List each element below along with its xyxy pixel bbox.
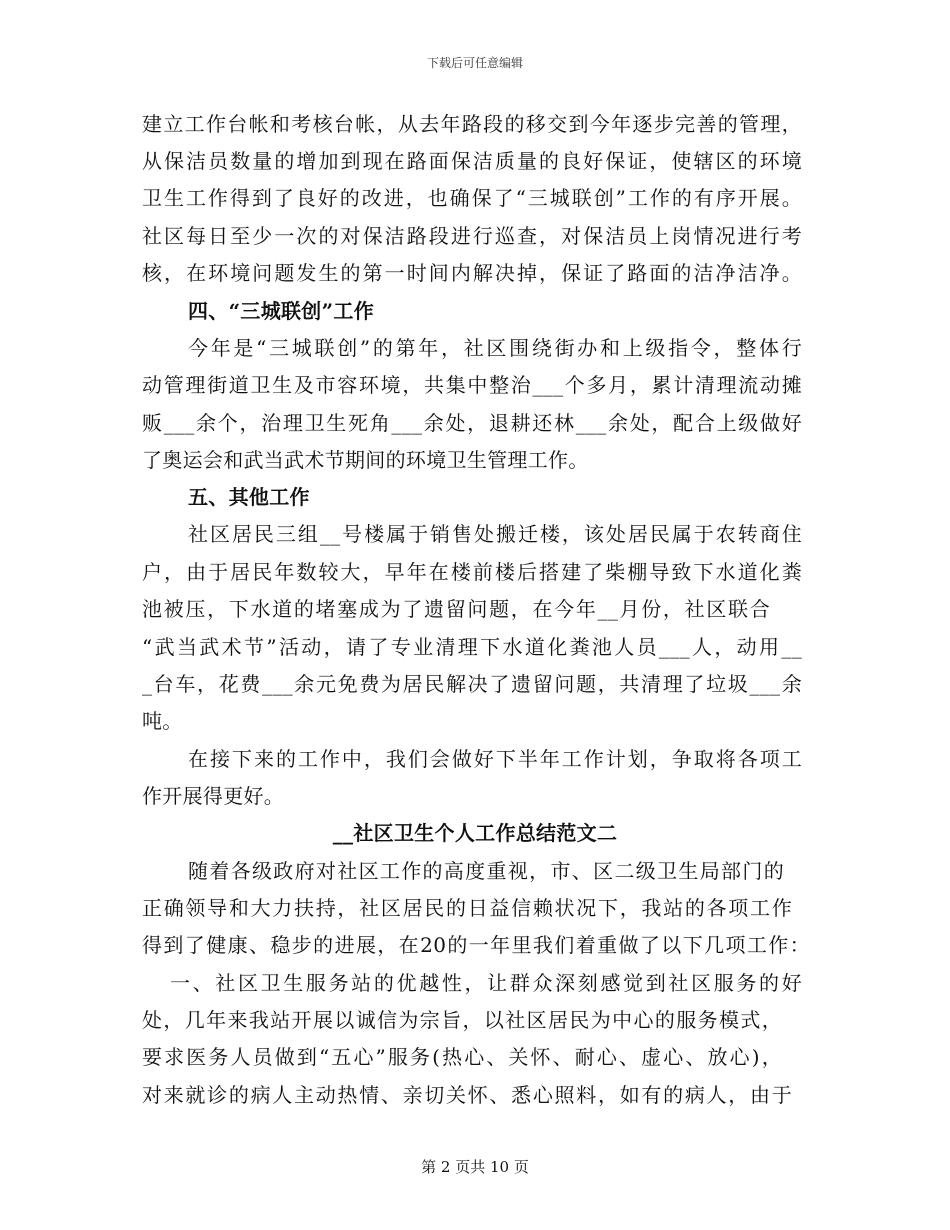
body-line-2: 从保洁员数量的增加到现在路面保洁质量的良好保证，使辖区的环境 (142, 149, 802, 173)
section-title-2: __社区卫生个人工作总结范文二 (332, 821, 618, 845)
body-line-15: “武当武术节”活动，请了专业清理下水道化粪池人员___人，动用__ (142, 635, 802, 659)
page-footer: 第 2 页共 10 页 (421, 1158, 529, 1176)
body-line-17: 吨。 (142, 709, 183, 733)
body-line-4: 社区每日至少一次的对保洁路段进行巡查，对保洁员上岗情况进行考 (142, 224, 802, 248)
section-heading-4: 四、“三城联创”工作 (188, 299, 375, 323)
body-line-12: 社区居民三组__号楼属于销售处搬迁楼，该处居民属于农转商住 (188, 522, 802, 546)
body-line-27: 对来就诊的病人主动热情、亲切关怀、悉心照料，如有的病人，由于 (142, 1083, 792, 1107)
header-note: 下载后可任意编辑 (426, 56, 523, 70)
body-line-24: 一、社区卫生服务站的优越性，让群众深刻感觉到社区服务的好 (170, 971, 802, 995)
body-line-7: 今年是“三城联创”的第年，社区围绕街办和上级指令，整体行 (188, 336, 802, 360)
body-line-26: 要求医务人员做到“五心”服务(热心、关怀、耐心、虚心、放心)， (142, 1045, 782, 1069)
section-heading-5: 五、其他工作 (188, 485, 310, 509)
body-line-10: 了奥运会和武当武术节期间的环境卫生管理工作。 (142, 448, 589, 472)
body-line-5: 核，在环境问题发生的第一时间内解决掉，保证了路面的洁净洁净。 (142, 261, 802, 285)
body-line-23: 得到了健康、稳步的进展，在20的一年里我们着重做了以下几项工作： (142, 933, 810, 957)
body-line-8: 动管理街道卫生及市容环境，共集中整治___个多月，累计清理流动摊 (142, 373, 802, 397)
body-line-13: 户，由于居民年数较大，早年在楼前楼后搭建了柴棚导致下水道化粪 (142, 560, 802, 584)
body-line-21: 随着各级政府对社区工作的高度重视，市、区二级卫生局部门的 (188, 859, 784, 883)
body-line-19: 作开展得更好。 (142, 784, 285, 808)
body-line-14: 池被压，下水道的堵塞成为了遗留问题，在今年__月份，社区联合 (142, 597, 770, 621)
body-line-3: 卫生工作得到了良好的改进，也确保了“三城联创”工作的有序开展。 (142, 186, 802, 210)
body-line-25: 处，几年来我站开展以诚信为宗旨，以社区居民为中心的服务模式， (142, 1008, 782, 1032)
body-line-22: 正确领导和大力扶持，社区居民的日益信赖状况下，我站的各项工作 (142, 896, 792, 920)
body-line-16: _台车，花费___余元免费为居民解决了遗留问题，共清理了垃圾___余 (142, 672, 802, 696)
body-line-18: 在接下来的工作中，我们会做好下半年工作计划，争取将各项工 (188, 747, 802, 771)
body-line-9: 贩___余个，治理卫生死角___余处，退耕还林___余处，配合上级做好 (142, 411, 802, 435)
body-line-1: 建立工作台帐和考核台帐，从去年路段的移交到今年逐步完善的管理， (142, 112, 802, 136)
